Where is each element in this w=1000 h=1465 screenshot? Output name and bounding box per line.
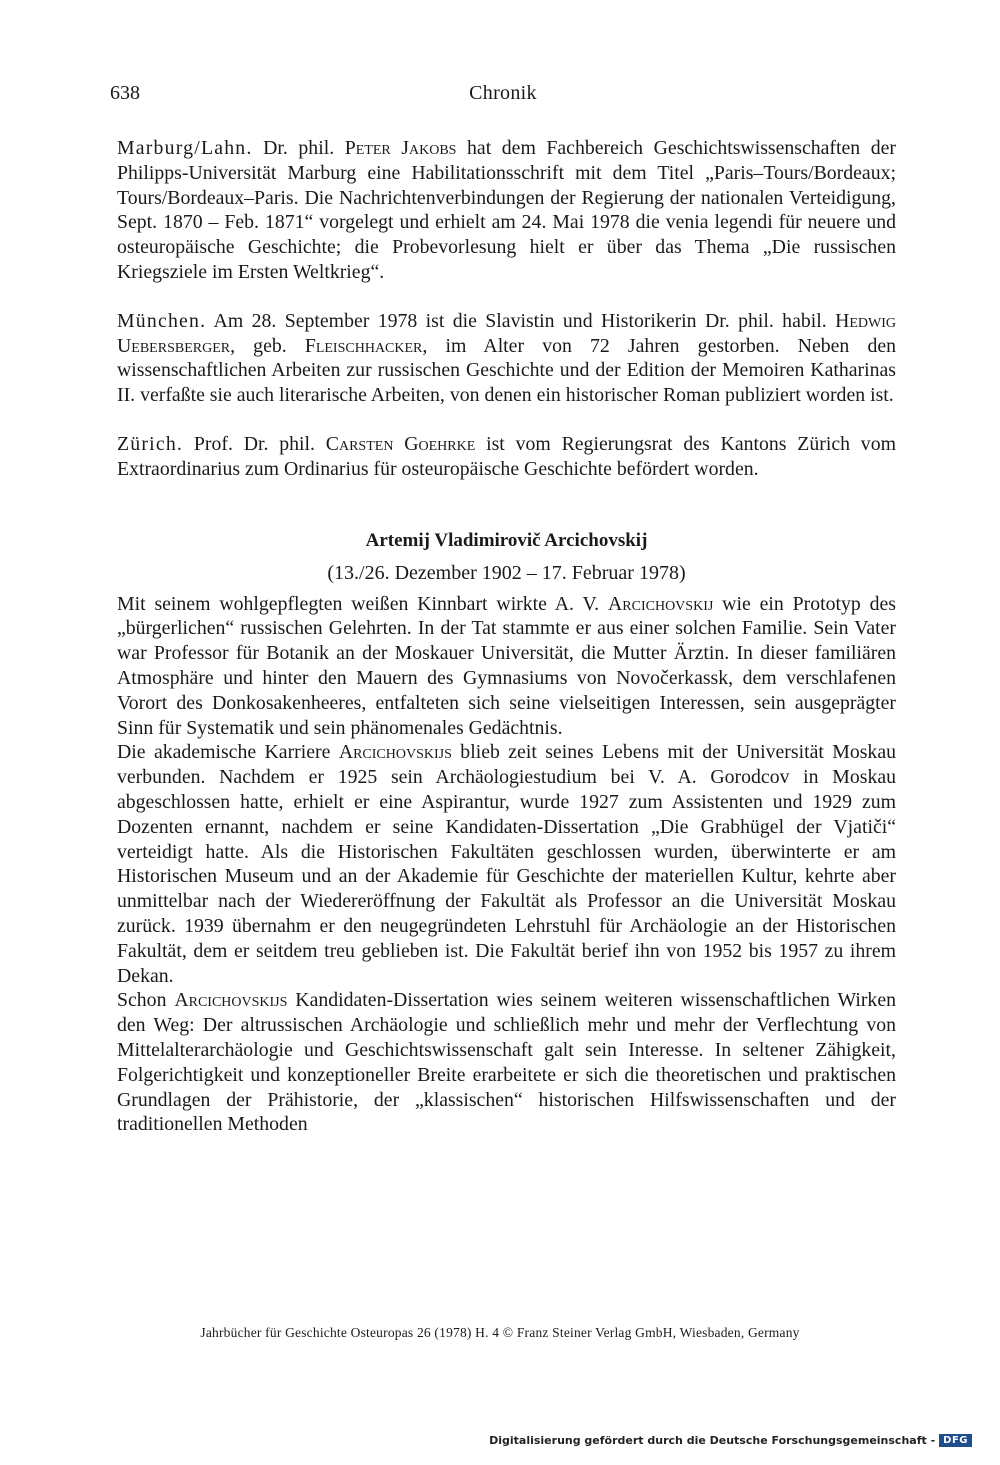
person-name: Carsten Goehrke xyxy=(325,432,476,455)
obituary-dates: (13./26. Dezember 1902 – 17. Februar 1978) xyxy=(327,561,686,584)
notice-text xyxy=(117,309,896,408)
text-run: , geb. xyxy=(230,334,305,357)
obituary-title: Artemij Vladimirovič Arcichovskij xyxy=(365,529,648,551)
text-run: Kandidaten-Dissertation wies seinem weiteren wissenschaftlichen Wirken den Weg: Der altrussischen Archäologie und schließlich mehr und mehr der Verflechtung von Mittelalterarchäologie und Geschichtswissenschaft galt sein Interesse. In seltener Zähigkeit, Folgerichtigkeit und konzeptioneller Breite erarbeitete er sich die theoretischen und praktischen Grundlagen der Prähistorie, der „klassischen“ historischen Hilfswissenschaften und der traditionellen Methoden xyxy=(117,989,896,1136)
notice-entry xyxy=(117,432,896,482)
text-run: , im Alter von 72 Jahren gestorben. Neben den wissenschaftlichen Arbeiten zur russischen Geschichte und der Edition der Memoiren Katharinas II. verfaßte sie auch literarische Arbeiten, von denen ein historischer Roman publiziert worden ist. xyxy=(117,334,896,407)
person-name: Arcichovskijs xyxy=(174,989,288,1012)
person-name: Fleischhacker xyxy=(304,334,423,357)
running-head: Chronik xyxy=(469,82,537,104)
notice-entry xyxy=(117,309,896,408)
person-name: Peter Jakobs xyxy=(344,137,457,159)
notice-place: Marburg/Lahn. xyxy=(117,137,253,159)
notice-place: Zürich. xyxy=(117,432,184,455)
text-run: Schon xyxy=(117,989,175,1012)
text-run: wie ein Prototyp des „bürgerlichen“ russischen Gelehrten. In der Tat stammte er aus einer solchen Familie. Sein Vater war Professor für Botanik an der Moskauer Universität, die Mutter Ärztin. In dieser familiären Atmosphäre und hinter den Mauern des Gymnasiums von Novočerkassk, dem verschlafenen Vorort des Donkosakenheeres, entfalteten sich seine vielseitigen Interessen, sein ausgeprägter Sinn für Systematik und sein phänomenales Gedächtnis. xyxy=(117,592,896,739)
notice-text xyxy=(117,136,896,285)
notices-section xyxy=(117,136,896,482)
page-number: 638 xyxy=(110,82,140,104)
person-name: Hedwig Uebersberger xyxy=(117,309,896,357)
text-run: Mit seinem wohlgepflegten weißen Kinnbart wirkte A. V. xyxy=(117,592,608,615)
publisher-footer: Jahrbücher für Geschichte Osteuropas 26 (1978) H. 4 © Franz Steiner Verlag GmbH, Wiesbaden, Germany xyxy=(200,1325,800,1340)
person-name: Arcichovskijs xyxy=(338,741,452,764)
text-run: blieb zeit seines Lebens mit der Universität Moskau verbunden. Nachdem er 1925 sein Archäologiestudium bei V. A. Gorodcov in Moskau abgeschlossen hatte, erhielt er eine Aspirantur, wurde 1927 zum Assistenten und 1929 zum Dozenten ernannt, nachdem er seine Kandidaten-Dissertation „Die Grabhügel der Vjatiči“ verteidigt hatte. Als die Historischen Fakultäten geschlossen wurden, überwinterte er am Historischen Museum und an der Akademie für Geschichte der materiellen Kultur, kehrte aber unmittelbar nach der Wiedereröffnung der Fakultät als Professor an die Universität Moskau zurück. 1939 übernahm er den neugegründeten Lehrstuhl für Archäologie an der Historischen Fakultät, dem er seitdem treu geblieben ist. Die Fakultät berief ihn von 1952 bis 1957 zu ihrem Dekan. xyxy=(117,741,896,987)
obituary-paragraph xyxy=(117,988,896,1137)
digitization-text: Digitalisierung gefördert durch die Deutsche Forschungsgemeinschaft - xyxy=(489,1434,936,1447)
page-header xyxy=(110,82,896,112)
notice-place: München. xyxy=(117,309,207,332)
obituary-paragraph xyxy=(117,592,896,741)
text-run: Dr. phil. xyxy=(252,137,345,159)
dfg-logo: DFG xyxy=(939,1434,972,1447)
text-run: hat dem Fachbereich Geschichtswissenschaften der Philipps-Universität Marburg eine Habilitationsschrift mit dem Titel „Paris–Tours/Bordeaux; Tours/Bordeaux–Paris. Die Nachrichtenverbindungen der Regierung der nationalen Verteidigung, Sept. 1870 – Feb. 1871“ vorgelegt und erhielt am 24. Mai 1978 die venia legendi für neuere und osteuropäische Geschichte; die Probevorlesung hielt er über das Thema „Die russischen Kriegsziele im Ersten Weltkrieg“. xyxy=(117,137,897,283)
text-run: Am 28. September 1978 ist die Slavistin und Historikerin Dr. phil. habil. xyxy=(206,309,836,332)
notice-entry xyxy=(117,136,896,285)
obituary-paragraph xyxy=(117,740,896,988)
notice-text xyxy=(117,432,896,482)
page-content xyxy=(117,136,896,1137)
text-run: Die akademische Karriere xyxy=(117,741,339,764)
text-run: Prof. Dr. phil. xyxy=(183,432,326,455)
obituary-body xyxy=(117,592,896,1138)
digitization-note xyxy=(489,1434,972,1447)
person-name: Arcichovskij xyxy=(608,592,714,615)
text-run: ist vom Regierungsrat des Kantons Zürich vom Extraordinarius zum Ordinarius für osteuropäische Geschichte befördert worden. xyxy=(117,432,896,480)
